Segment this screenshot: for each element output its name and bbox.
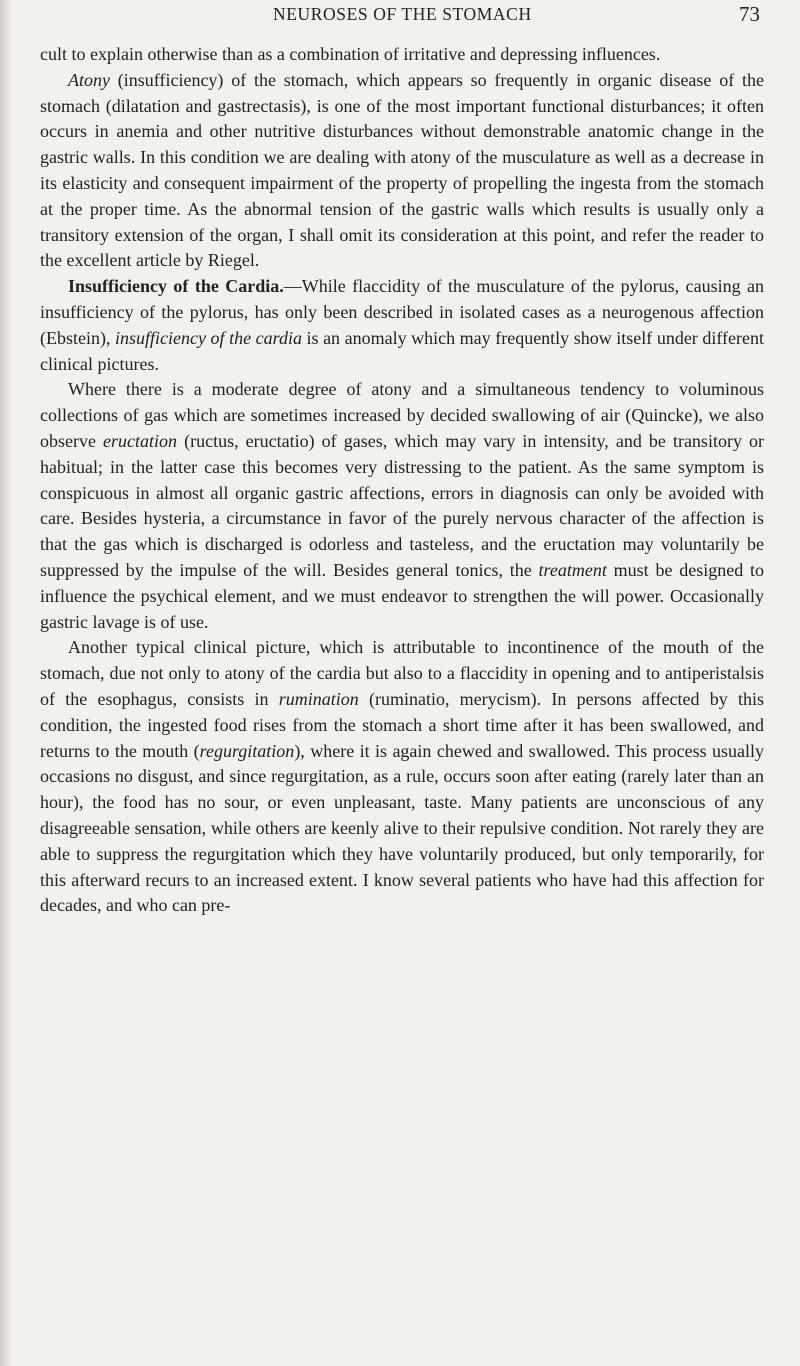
paragraph-text: cult to explain otherwise than as a combination of irritative and depressing influences. xyxy=(40,44,661,64)
paragraph-text: (ructus, eructatio) of gases, which may vary in intensity, and be transitory or habitual; in the latter case this becomes very distressing to the patient. As the same symptom is conspicuous in almost all organic gastric affections, errors in diagnosis can only be avoided with care. Besides hysteria, a circumstance in favor of the purely nervous character of the affection is that the gas which is discharged is odorless and tasteless, and the eructation may voluntarily be suppressed by the impulse of the will. Besides general tonics, the xyxy=(40,430,764,580)
paragraph-text: (ruminatio, merycism). In persons affected by this condition, the ingested food rises from the stomach a short time after it has been swallowed, and returns to the mouth ( xyxy=(40,688,764,761)
paragraph-text: Another typical clinical picture, which is attributable to incontinence of the mouth of the stomach, due not only to atony of the cardia but also to a flaccidity in opening and to antiperistalsis of the esophagus, consists in xyxy=(40,637,764,709)
page-number: 73 xyxy=(739,2,760,26)
paragraph-eructation xyxy=(40,377,764,635)
term-rumination: rumination xyxy=(278,688,359,709)
section-heading: Insufficiency of the Cardia. xyxy=(68,276,284,297)
term-atony: Atony xyxy=(68,69,110,90)
paragraph-text: ), where it is again chewed and swallowed. This process usually occasions no disgust, and since regurgitation, as a rule, occurs soon after eating (rarely later than an hour), the food has no sour, or even unpleasant, taste. Many patients are unconscious of any disagreeable sensation, while others are keenly alive to their repulsive condition. Not rarely they are able to suppress the regurgitation which they have voluntarily produced, but only temporarily, for this afterward recurs to an increased extent. I know several patients who have had this affection for decades, and who can pre- xyxy=(40,740,764,916)
term-treatment: treatment xyxy=(538,559,607,580)
page-header xyxy=(40,4,760,34)
page-edge-shadow xyxy=(0,0,12,1366)
paragraph-text: (insufficiency) of the stomach, which appears so frequently in organic disease of the stomach (dilatation and gastrectasis), is one of the most important functional disturbances; it often occurs in anemia and other nutritive disturbances without demonstrable anatomic change in the gastric walls. In this condition we are dealing with atony of the musculature as well as a decrease in its elasticity and consequent impairment of the property of propelling the ingesta from the stomach at the proper time. As the abnormal tension of the gastric walls which results is usually only a transitory extension of the organ, I shall omit its consideration at this point, and refer the reader to the excellent article by Riegel. xyxy=(40,69,764,271)
body-text xyxy=(40,42,764,919)
paragraph-text: is an anomaly which may frequently show itself under different clinical pictures. xyxy=(40,327,764,374)
paragraph-text: must be designed to influence the psychical element, and we must endeavor to strengthen the will power. Occasionally gastric lavage is of use. xyxy=(40,559,764,632)
term-eructation: eructation xyxy=(103,430,178,451)
paragraph-insufficiency-cardia xyxy=(40,274,764,377)
paragraph-rumination xyxy=(40,635,764,919)
paragraph-text: Where there is a moderate degree of atony and a simultaneous tendency to voluminous collections of gas which are sometimes increased by decided swallowing of air (Quincke), we also observe xyxy=(40,379,764,451)
running-head: NEUROSES OF THE STOMACH xyxy=(273,4,532,24)
paragraph-atony xyxy=(40,68,764,274)
paragraph-continuation xyxy=(40,42,764,68)
term-insufficiency: insufficiency of the cardia xyxy=(115,327,302,348)
paragraph-text: —While flaccidity of the musculature of the pylorus, causing an insufficiency of the pylorus, has only been described in isolated cases as a neurogenous affection (Ebstein), xyxy=(40,276,764,348)
term-regurgitation: regurgitation xyxy=(199,740,295,761)
